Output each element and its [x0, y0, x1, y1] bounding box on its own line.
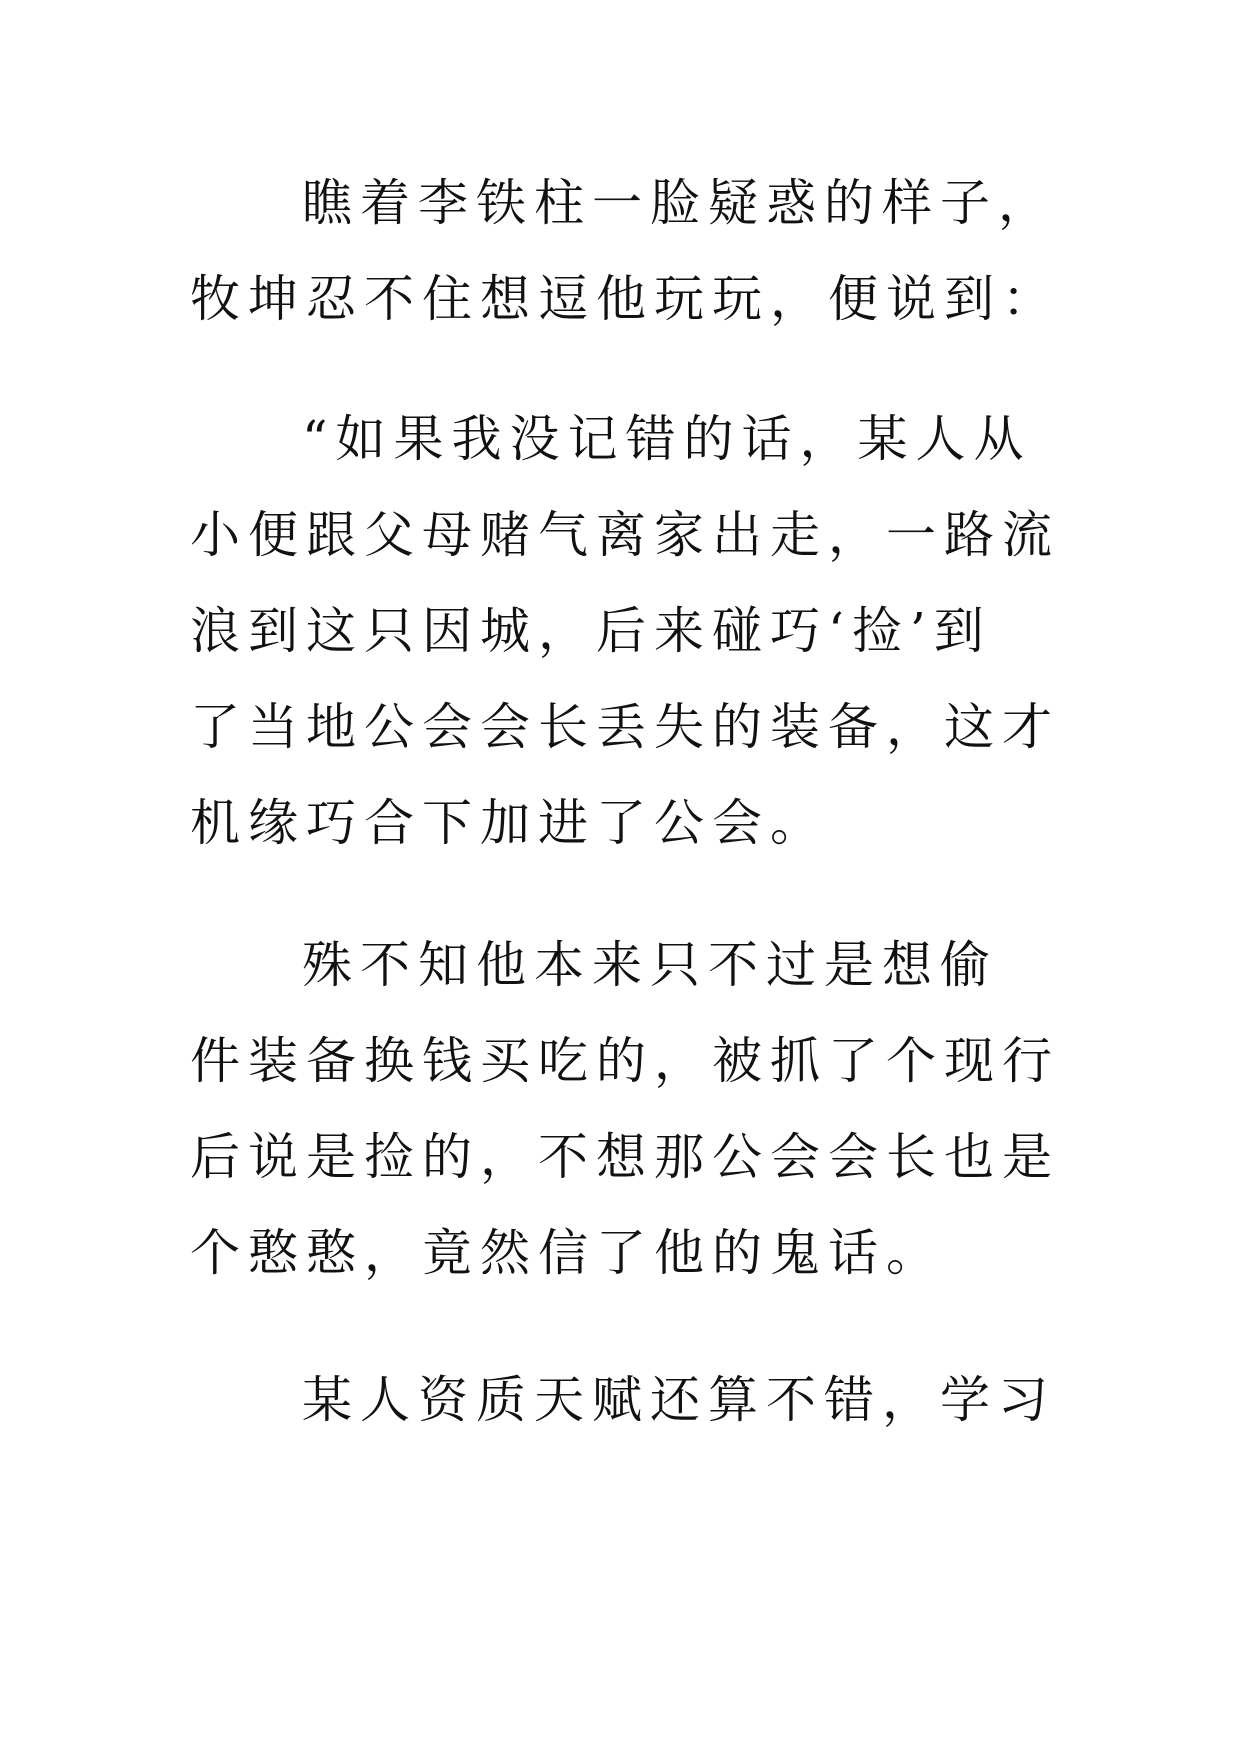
paragraph-3	[190, 917, 1060, 1301]
text-line: “如果我没记错的话，某人从	[302, 410, 1032, 468]
text-line: 机缘巧合下加进了公会。	[190, 794, 828, 852]
paragraph-1	[190, 155, 1060, 347]
text-line: 殊不知他本来只不过是想偷	[302, 936, 998, 994]
paragraph-2	[190, 391, 1060, 871]
text-line: 件装备换钱买吃的，被抓了个现行	[190, 1032, 1060, 1090]
paragraph-4	[190, 1352, 1060, 1448]
text-line: 小便跟父母赌气离家出走，一路流	[190, 506, 1060, 564]
text-line: 瞧着李铁柱一脸疑惑的样子，	[302, 174, 1056, 232]
text-line: 后说是捡的，不想那公会会长也是	[190, 1128, 1060, 1186]
text-line: 浪到这只因城，后来碰巧‘捡’到	[190, 602, 992, 660]
text-line: 某人资质天赋还算不错，学习	[302, 1371, 1056, 1429]
text-line: 个憨憨，竟然信了他的鬼话。	[190, 1224, 944, 1282]
text-line: 了当地公会会长丢失的装备，这才	[190, 698, 1060, 756]
text-line: 牧坤忍不住想逗他玩玩，便说到：	[190, 270, 1060, 328]
